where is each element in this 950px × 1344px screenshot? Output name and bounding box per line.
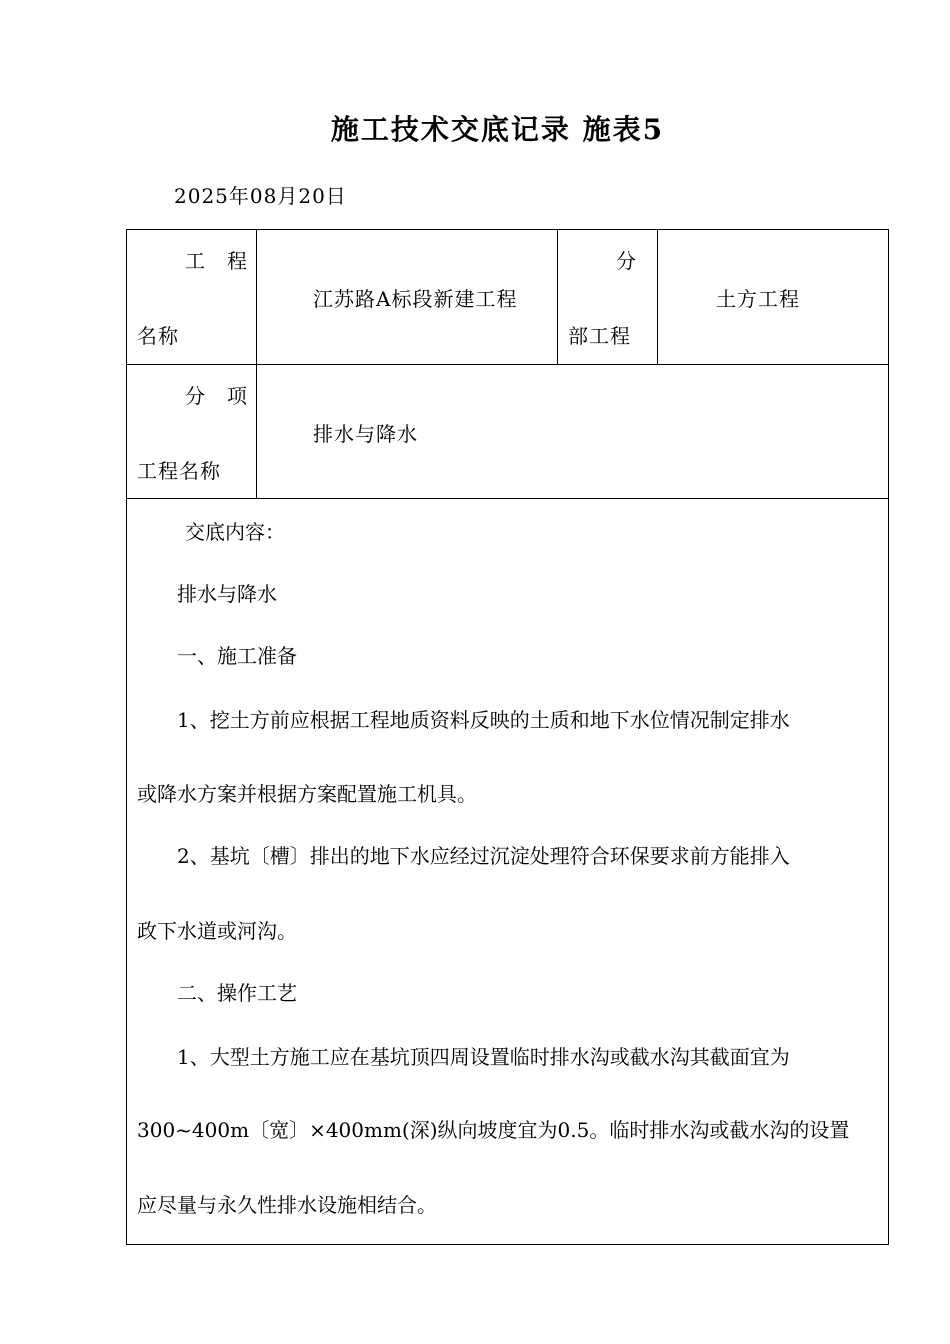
- content-line: 2、基坑〔槽〕排出的地下水应经过沉淀处理符合环保要求前方能排入: [137, 844, 790, 868]
- content-line: 二、操作工艺: [137, 981, 297, 1005]
- disclosure-form-table: [126, 229, 889, 1245]
- content-heading: 交底内容：: [185, 520, 285, 544]
- col-divider-division: [557, 230, 558, 364]
- division-label-line2: 部工程: [568, 324, 631, 348]
- content-line: 1、大型土方施工应在基坑顶四周设置临时排水沟或截水沟其截面宜为: [137, 1045, 790, 1069]
- division-value: 土方工程: [716, 287, 800, 311]
- col-divider-division-value: [657, 230, 658, 364]
- project-name-label-line2: 名称: [137, 324, 179, 348]
- content-line: 1、挖土方前应根据工程地质资料反映的土质和地下水位情况制定排水: [137, 708, 790, 732]
- row-divider-2: [127, 498, 888, 499]
- content-line: 一、施工准备: [137, 644, 297, 668]
- document-date: 2025年08月20日: [174, 184, 347, 208]
- division-label-line1: 分: [616, 249, 637, 273]
- subitem-name-value: 排水与降水: [313, 422, 418, 446]
- content-line: 或降水方案并根据方案配置施工机具。: [137, 782, 477, 806]
- content-line: 300~400m〔宽〕×400mm(深)纵向坡度宜为0.5。临时排水沟或截水沟的设置: [137, 1118, 850, 1142]
- content-line: 政下水道或河沟。: [137, 919, 297, 943]
- project-name-value: 江苏路A标段新建工程: [313, 287, 518, 311]
- content-line: 排水与降水: [137, 582, 277, 606]
- subitem-name-label-line1: 分 项: [185, 384, 248, 408]
- col-divider-label: [256, 230, 257, 498]
- document-title: 施工技术交底记录 施表5: [330, 113, 665, 146]
- project-name-label-line1: 工 程: [185, 249, 248, 273]
- content-line: 应尽量与永久性排水设施相结合。: [137, 1193, 437, 1217]
- subitem-name-label-line2: 工程名称: [137, 459, 221, 483]
- row-divider-1: [127, 364, 888, 365]
